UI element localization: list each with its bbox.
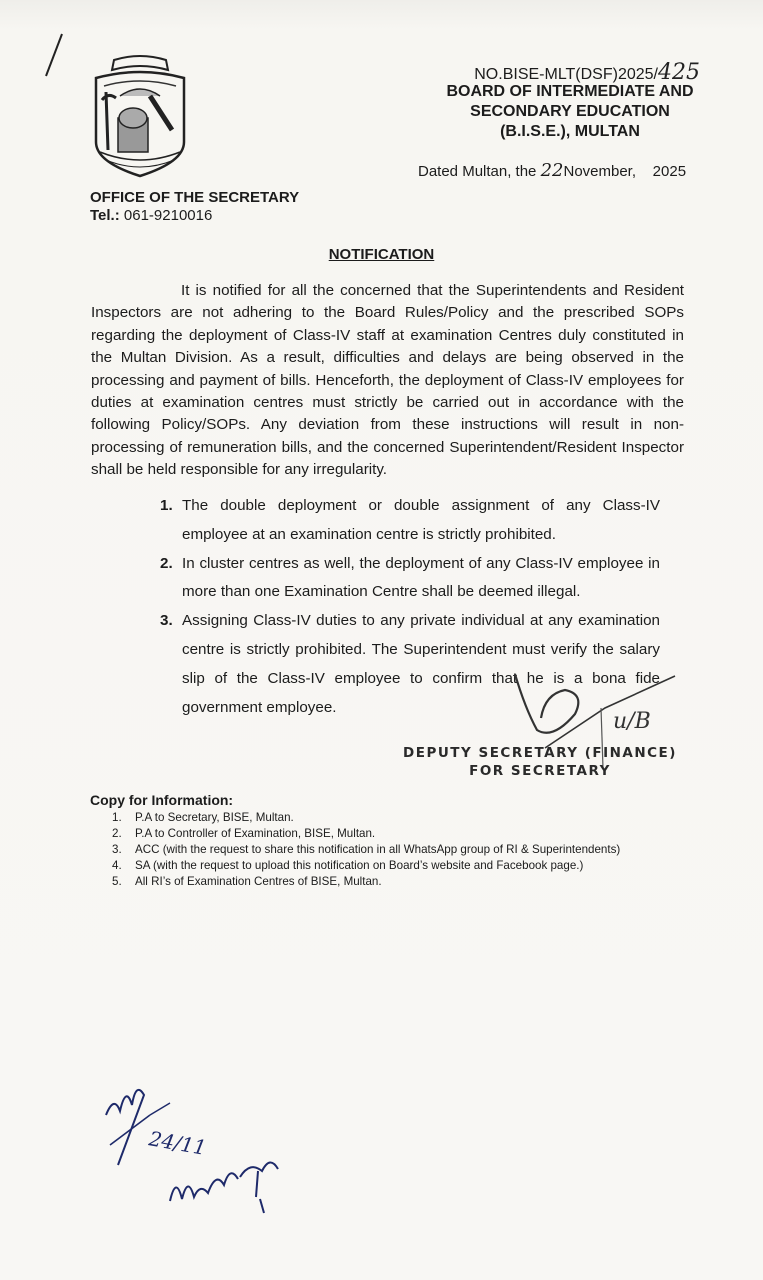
- svg-text:u/B: u/B: [613, 709, 651, 734]
- handwritten-day: 22: [540, 160, 564, 181]
- board-line-2: SECONDARY EDUCATION: [470, 103, 670, 120]
- copy-item-number: 4.: [112, 859, 122, 872]
- dated-line: [418, 160, 686, 181]
- reference-prefix: NO.BISE-MLT(DSF)2025/: [474, 66, 658, 83]
- board-line-3: (B.I.S.E.), MULTAN: [500, 123, 640, 140]
- copy-item-text: P.A to Secretary, BISE, Multan.: [135, 811, 294, 824]
- telephone: [90, 207, 212, 224]
- dated-suffix: November, 2025: [563, 163, 687, 180]
- copy-list-item: [112, 842, 620, 858]
- signatory-designation: [390, 744, 690, 780]
- copy-item-number: 5.: [112, 875, 122, 888]
- office-title: OFFICE OF THE SECRETARY: [90, 189, 300, 206]
- dated-prefix: Dated Multan, the: [418, 163, 541, 180]
- copy-list-item: [112, 810, 620, 826]
- policy-item-number: 2.: [160, 554, 173, 572]
- copy-item-text: All RI’s of Examination Centres of BISE, Multan.: [135, 875, 382, 888]
- policy-item: [160, 550, 660, 608]
- notification-title: [0, 246, 763, 264]
- copy-item-text: ACC (with the request to share this notification in all WhatsApp group of RI & Superintendents): [135, 843, 621, 856]
- copy-item-number: 3.: [112, 843, 122, 856]
- board-crest-logo-icon: [86, 52, 194, 180]
- copy-list: [112, 810, 620, 890]
- handwritten-reference-number: 425: [658, 60, 700, 85]
- handwritten-initials-icon: [100, 1075, 320, 1225]
- policy-item-text: In cluster centres as well, the deployment of any Class-IV employee in more than one Examination Centre shall be deemed illegal.: [182, 554, 660, 601]
- copy-item-text: P.A to Controller of Examination, BISE, Multan.: [135, 827, 376, 840]
- tel-value: 061-9210016: [119, 207, 213, 224]
- copy-item-number: 1.: [112, 811, 122, 824]
- copy-list-item: [112, 874, 620, 890]
- copy-for-information-heading: Copy for Information:: [90, 792, 234, 808]
- handwritten-initials-date: 24/11: [147, 1126, 209, 1160]
- copy-item-number: 2.: [112, 827, 122, 840]
- copy-list-item: [112, 826, 620, 842]
- policy-item-number: 3.: [160, 612, 173, 630]
- tel-label: Tel.:: [90, 207, 120, 224]
- policy-item-text: The double deployment or double assignment of any Class-IV employee at an examination centre is strictly prohibited.: [182, 497, 660, 543]
- designation-title: DEPUTY SECRETARY (FINANCE): [403, 745, 677, 761]
- notification-paragraph: It is notified for all the concerned that the Superintendents and Resident Inspectors are not adhering to the Board Rules/Policy and the prescribed SOPs regarding the deployment of Class-IV staff at examination Centres duly constituted in the Multan Division. As a result, difficulties and delays are being observed in the processing and payment of bills. Henceforth, the deployment of Class-IV employees for duties at examination centres must strictly be carried out in accordance with the following Policy/SOPs. Any deviation from these instructions will result in non-processing of remuneration bills, and the concerned Superintendent/Resident Inspector shall be held responsible for any irregularity.: [91, 282, 684, 479]
- copy-item-text: SA (with the request to upload this notification on Board’s website and Facebook page.): [135, 859, 584, 872]
- board-line-1: BOARD OF INTERMEDIATE AND: [446, 83, 694, 100]
- copy-list-item: [112, 858, 620, 874]
- designation-for: FOR SECRETARY: [469, 763, 611, 779]
- policy-item-number: 1.: [160, 497, 173, 514]
- notification-title-text: NOTIFICATION: [328, 246, 435, 263]
- handwritten-slash-mark: [40, 30, 70, 80]
- policy-item: [160, 492, 660, 550]
- policy-item-text: Assigning Class-IV duties to any private individual at any examination centre is strictly prohibited. The Superintendent must verify the salary slip of the Class-IV employee to confirm that he is a bona fide government employee.: [182, 612, 660, 716]
- board-name: [420, 82, 720, 142]
